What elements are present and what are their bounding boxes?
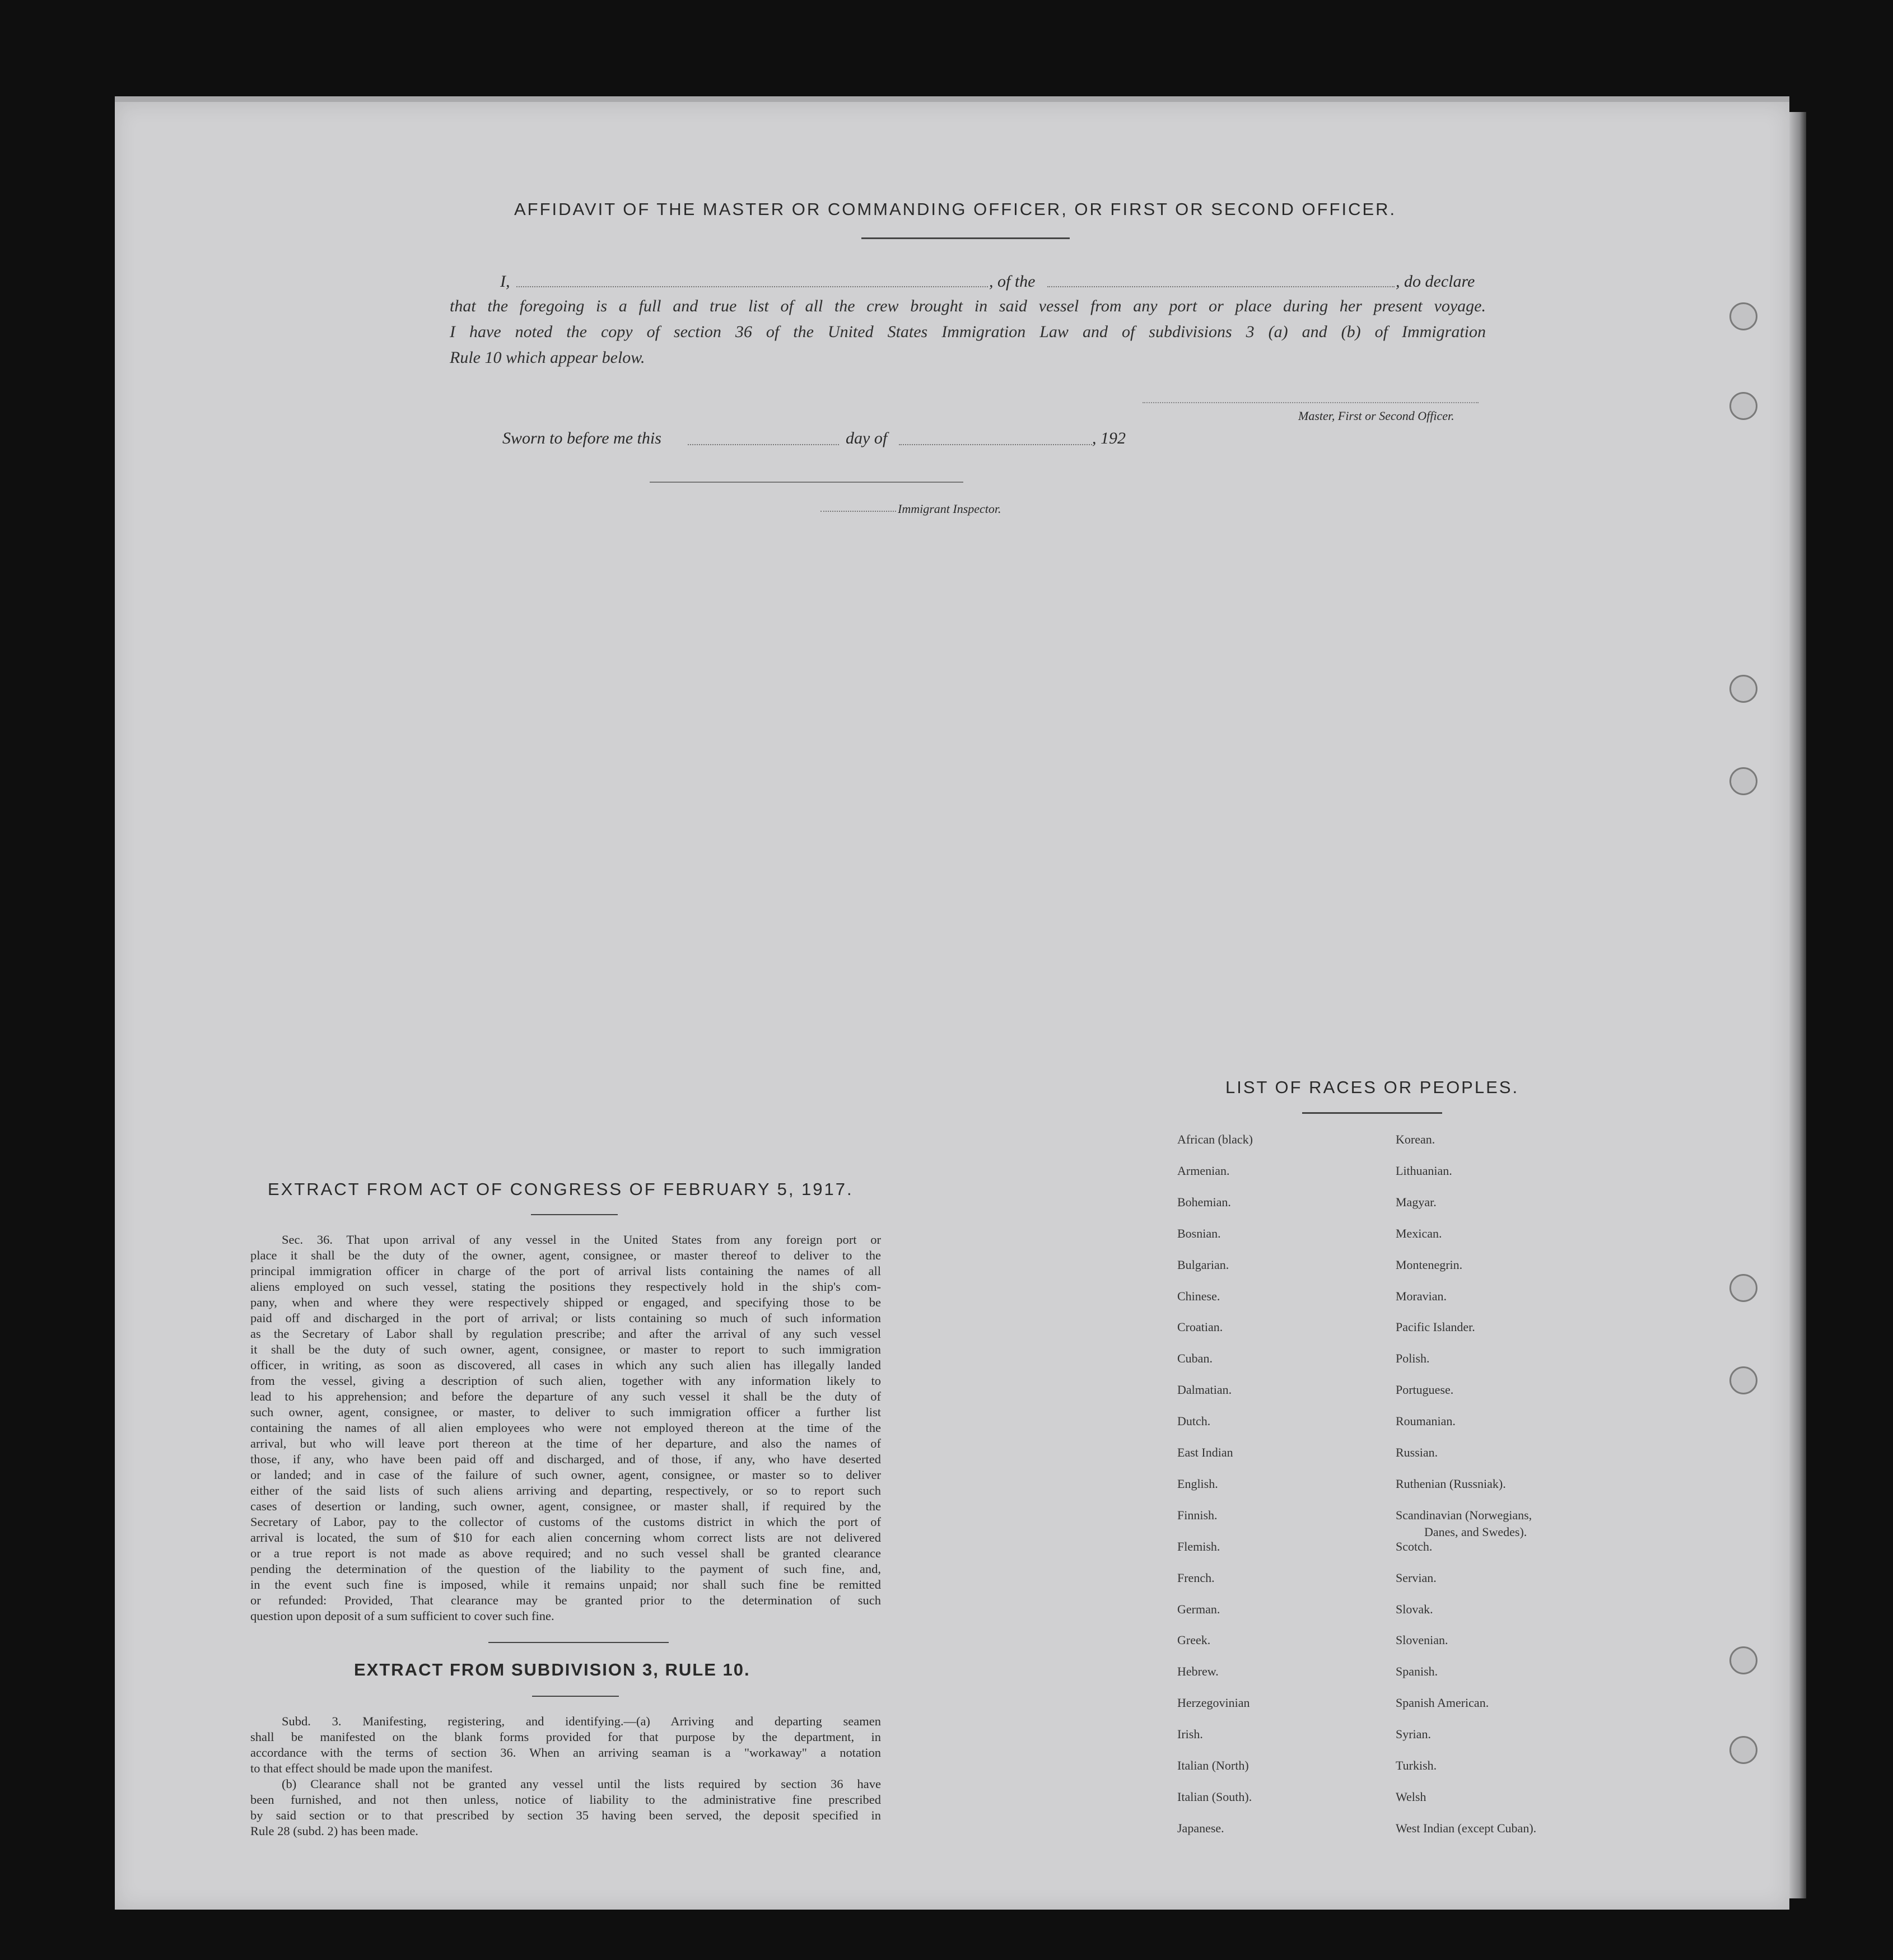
race-item: Polish. (1396, 1351, 1430, 1366)
race-item: Scandinavian (Norwegians, (1396, 1508, 1532, 1522)
act-text-line: place it shall be the duty of the owner, agent, consignee, or master thereof to deliver to the (250, 1248, 881, 1262)
race-item: Turkish. (1396, 1758, 1437, 1772)
race-item: Croatian. (1177, 1320, 1223, 1334)
rule-text-line: Rule 28 (subd. 2) has been made. (250, 1824, 418, 1838)
inspector-label: Immigrant Inspector. (898, 502, 1001, 516)
act-text-line: or a true report is not made as above required; and no such vessel shall be granted clearance (250, 1546, 881, 1560)
race-item: Moravian. (1396, 1289, 1447, 1303)
act-title: EXTRACT FROM ACT OF CONGRESS OF FEBRUARY 5, 1917. (268, 1179, 854, 1199)
races-title: LIST OF RACES OR PEOPLES. (1225, 1077, 1519, 1097)
document-page (115, 102, 1789, 1910)
binder-hole (1729, 1274, 1757, 1302)
act-text-line: it shall be the duty of such owner, agent, consignee, or master to report to such immigration (250, 1342, 881, 1356)
binder-hole (1729, 1646, 1757, 1674)
race-item: Chinese. (1177, 1289, 1220, 1303)
title-underline (861, 237, 1070, 239)
act-text-line: lead to his apprehension; and before the departure of any such vessel it shall be the duty of (250, 1389, 881, 1403)
of-the-label: , of the (989, 272, 1036, 291)
race-item: Magyar. (1396, 1194, 1437, 1209)
races-underline (1302, 1112, 1442, 1114)
race-item: West Indian (except Cuban). (1396, 1821, 1537, 1835)
race-item: Italian (North) (1177, 1758, 1249, 1772)
act-text-line: those, if any, who have been paid off and discharged, and of those, if any, who have deserted (250, 1452, 881, 1466)
race-item: Servian. (1396, 1570, 1437, 1585)
race-item: Bosnian. (1177, 1226, 1221, 1240)
master-label: Master, First or Second Officer. (1298, 409, 1454, 423)
rule-text-line: by said section or to that prescribed by section 35 having been served, the deposit specified in (250, 1808, 881, 1822)
race-item: East Indian (1177, 1445, 1233, 1459)
race-item: Portuguese. (1396, 1383, 1454, 1397)
race-item: Pacific Islander. (1396, 1320, 1475, 1334)
race-item: Bulgarian. (1177, 1257, 1229, 1272)
binder-hole (1729, 767, 1757, 795)
sworn-month-field[interactable] (899, 444, 1092, 445)
sworn-day-of: day of (846, 429, 888, 447)
vessel-name-field[interactable] (1047, 286, 1395, 287)
race-item: Roumanian. (1396, 1414, 1456, 1429)
race-item: Herzegovinian (1177, 1696, 1250, 1710)
act-text-line: as the Secretary of Labor shall by regulation prescribe; and after the arrival of any such vessel (250, 1327, 881, 1341)
race-item: French. (1177, 1570, 1215, 1585)
act-text-line: arrival, but who will leave port thereon at the time of her departure, and also the names of (250, 1436, 881, 1450)
declarant-name-field[interactable] (516, 286, 988, 287)
act-text-line: principal immigration officer in charge of the port of arrival lists containing the names of all (250, 1264, 881, 1278)
act-text-line: officer, in writing, as soon as discovered, all cases in which any such alien has illegally landed (250, 1358, 881, 1372)
race-item: Syrian. (1396, 1727, 1431, 1742)
binder-hole (1729, 675, 1757, 703)
sworn-year: , 192 (1092, 429, 1126, 447)
race-item: Spanish. (1396, 1664, 1438, 1679)
race-item: Russian. (1396, 1445, 1438, 1459)
race-item: Korean. (1396, 1132, 1435, 1146)
rule-text-line: to that effect should be made upon the manifest. (250, 1761, 493, 1775)
act-text-line: pany, when and where they were respectively shipped or engaged, and specifying those to be (250, 1295, 881, 1309)
act-text-line: question upon deposit of a sum sufficient to cover such fine. (250, 1609, 554, 1623)
race-item: Spanish American. (1396, 1696, 1489, 1710)
race-item: Flemish. (1177, 1539, 1220, 1553)
race-scandinavian-cont: Danes, and Swedes). (1424, 1525, 1527, 1539)
race-item: Montenegrin. (1396, 1257, 1463, 1272)
race-item: Greek. (1177, 1633, 1211, 1648)
affidavit-para-line-3: Rule 10 which appear below. (450, 348, 645, 367)
declarant-prefix: I, (500, 272, 510, 291)
act-text-line: in the event such fine is imposed, while it remains unpaid; nor shall such fine be remitted (250, 1578, 881, 1592)
inspector-lead-dots (820, 511, 896, 512)
act-text-line: either of the said lists of such aliens arriving and departing, respectively, or so to report such (250, 1483, 881, 1497)
race-item: Finnish. (1177, 1508, 1218, 1522)
act-underline (531, 1214, 618, 1215)
race-item: Japanese. (1177, 1821, 1224, 1835)
binder-hole (1729, 302, 1757, 330)
act-text-line: paid off and discharged in the port of arrival; or lists containing so much of such information (250, 1311, 881, 1325)
race-item: Slovak. (1396, 1602, 1433, 1616)
rule-text-line: Subd. 3. Manifesting, registering, and identifying.—(a) Arriving and departing seamen (282, 1714, 881, 1728)
race-item: Scotch. (1396, 1539, 1433, 1553)
rule-text-line: been furnished, and not then unless, notice of liability to the administrative fine prescribed (250, 1793, 881, 1807)
binder-hole (1729, 1366, 1757, 1394)
declare-label: , do declare (1396, 272, 1475, 291)
page-edge (1789, 112, 1806, 1898)
inspector-signature-line[interactable] (650, 482, 963, 483)
race-item: Dutch. (1177, 1414, 1211, 1429)
race-item: Irish. (1177, 1727, 1203, 1742)
race-item: Bohemian. (1177, 1194, 1231, 1209)
rule-subdivision-3-text (250, 1714, 881, 1839)
affidavit-para-line-1: that the foregoing is a full and true list of all the crew brought in said vessel from any port or place during her present voyage. (450, 297, 1486, 315)
act-section-36-text (250, 1232, 881, 1624)
act-end-rule (488, 1642, 669, 1643)
race-item: German. (1177, 1602, 1220, 1616)
race-item: Welsh (1396, 1789, 1426, 1804)
act-text-line: or refunded: Provided, That clearance may be granted prior to the determination of such (250, 1593, 881, 1607)
race-item: Mexican. (1396, 1226, 1442, 1240)
rule-title: EXTRACT FROM SUBDIVISION 3, RULE 10. (354, 1660, 750, 1679)
binder-hole (1729, 1736, 1757, 1764)
race-item: African (black) (1177, 1132, 1253, 1146)
affidavit-title: AFFIDAVIT OF THE MASTER OR COMMANDING OFFICER, OR FIRST OR SECOND OFFICER. (514, 199, 1397, 219)
affidavit-para-line-2: I have noted the copy of section 36 of the United States Immigration Law and of subdivisions 3 (a) and (b) of Immigration (450, 323, 1486, 341)
race-item: Italian (South). (1177, 1789, 1252, 1804)
race-item: Ruthenian (Russniak). (1396, 1476, 1506, 1491)
act-text-line: Secretary of Labor, pay to the collector of customs of the customs district in which the port of (250, 1515, 881, 1529)
sworn-day-field[interactable] (688, 444, 839, 445)
act-text-line: Sec. 36. That upon arrival of any vessel in the United States from any foreign port or (282, 1233, 881, 1247)
race-item: Slovenian. (1396, 1633, 1448, 1648)
master-signature-line[interactable] (1143, 402, 1479, 403)
act-text-line: such owner, agent, consignee, or master, to deliver to such immigration officer a further list (250, 1405, 881, 1419)
race-item: English. (1177, 1476, 1218, 1491)
rule-text-line: (b) Clearance shall not be granted any vessel until the lists required by section 36 have (282, 1777, 881, 1791)
rule-text-line: shall be manifested on the blank forms provided for that purpose by the department, in (250, 1730, 881, 1744)
act-text-line: pending the determination of the question of the liability to the payment of such fine, and, (250, 1562, 881, 1576)
act-text-line: or landed; and in case of the failure of such owner, agent, consignee, or master so to deliver (250, 1468, 881, 1482)
race-item: Lithuanian. (1396, 1163, 1452, 1178)
act-text-line: cases of desertion or landing, such owner, agent, consignee, or master shall, if required by the (250, 1499, 881, 1513)
act-text-line: containing the names of all alien employees who were not employed thereon at the time of the (250, 1421, 881, 1435)
race-item: Dalmatian. (1177, 1383, 1232, 1397)
rule-underline (532, 1696, 619, 1697)
rule-text-line: accordance with the terms of section 36. When an arriving seaman is a "workaway" a notation (250, 1746, 881, 1760)
act-text-line: arrival is located, the sum of $10 for each alien concerning whom correct lists are not delivered (250, 1530, 881, 1544)
binder-hole (1729, 392, 1757, 420)
race-item: Cuban. (1177, 1351, 1213, 1366)
sworn-prefix: Sworn to before me this (502, 429, 661, 447)
act-text-line: aliens employed on such vessel, stating the positions they respectively hold in the ship's com- (250, 1280, 881, 1294)
race-item: Armenian. (1177, 1163, 1230, 1178)
act-text-line: from the vessel, giving a description of such alien, together with any information likely to (250, 1374, 881, 1388)
race-item: Hebrew. (1177, 1664, 1219, 1679)
